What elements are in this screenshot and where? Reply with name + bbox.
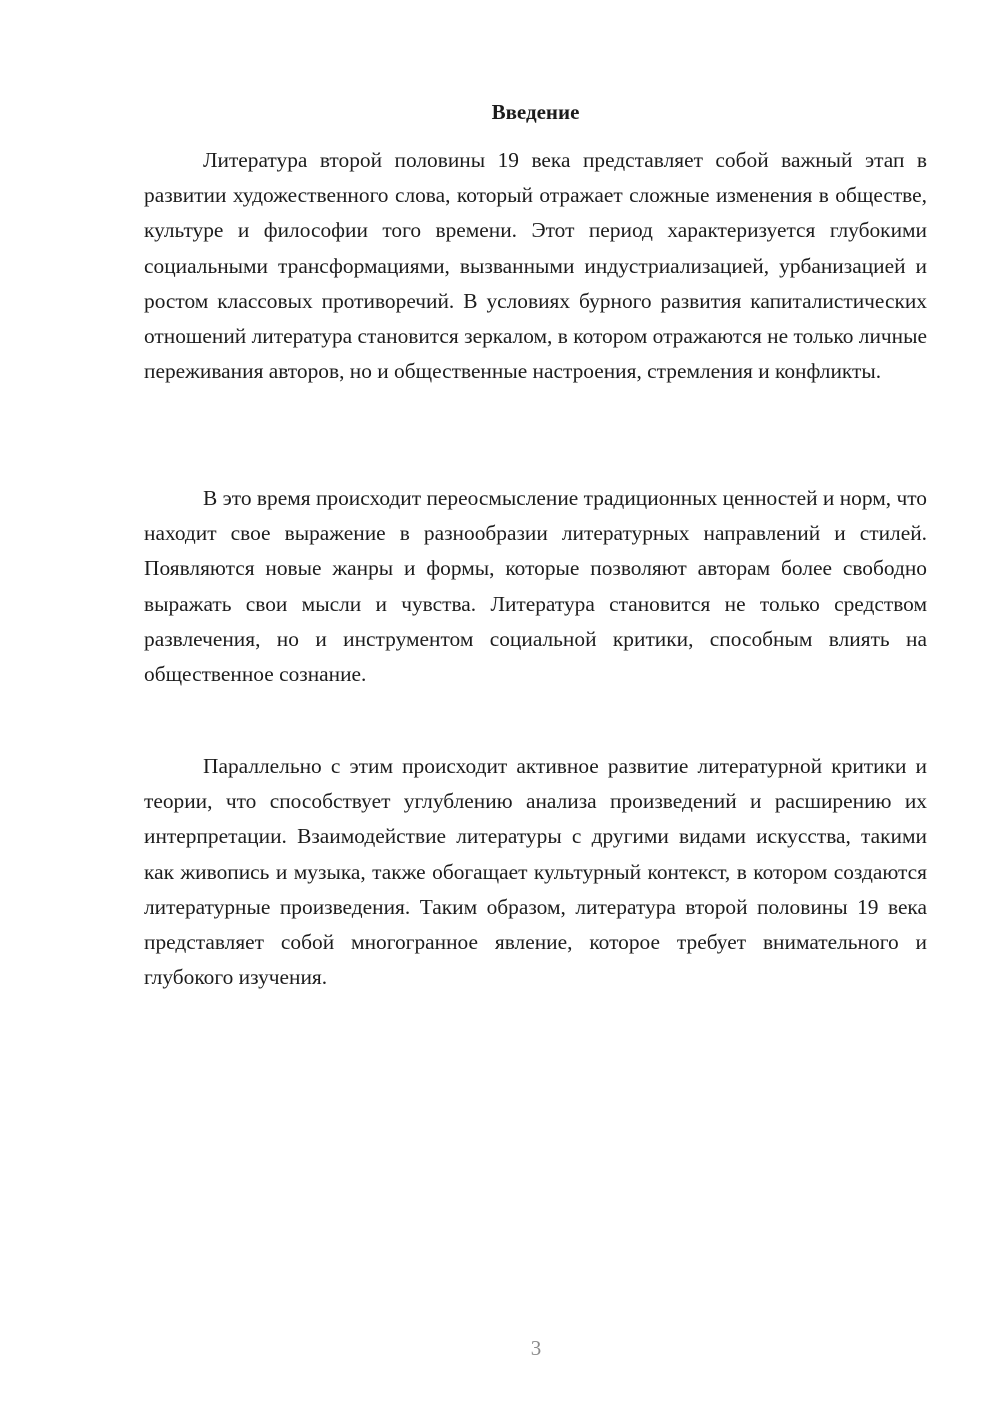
paragraph-text: Литература второй половины 19 века представляет собой важный этап в развитии художественного слова, который отражает сложные изменения в обществе, культуре и философии того времени. Этот период характеризуется глубокими социальными трансформациями, вызванными индустриализацией, урбанизацией и ростом классовых противоречий. В условиях бурного развития капиталистических отношений литература становится зеркалом, в котором отражаются не только личные переживания авторов, но и общественные настроения, стремления и конфликты. xyxy=(144,148,927,384)
paragraph-1 xyxy=(144,143,927,389)
page-number: 3 xyxy=(530,1336,542,1360)
paragraph-text: В это время происходит переосмысление традиционных ценностей и норм, что находит свое выражение в разнообразии литературных направлений и стилей. Появляются новые жанры и формы, которые позволяют авторам более свободно выражать свои мысли и чувства. Литература становится не только средством развлечения, но и инструментом социальной критики, способным влиять на общественное сознание. xyxy=(144,486,927,687)
paragraph-3 xyxy=(144,749,927,995)
paragraph-text: Параллельно с этим происходит активное развитие литературной критики и теории, что способствует углублению анализа произведений и расширению их интерпретации. Взаимодействие литературы с другими видами искусства, такими как живопись и музыка, также обогащает культурный контекст, в котором создаются литературные произведения. Таким образом, литература второй половины 19 века представляет собой многогранное явление, которое требует внимательного и глубокого изучения. xyxy=(144,754,927,990)
section-heading: Введение xyxy=(491,100,580,124)
paragraph-2 xyxy=(144,481,927,692)
